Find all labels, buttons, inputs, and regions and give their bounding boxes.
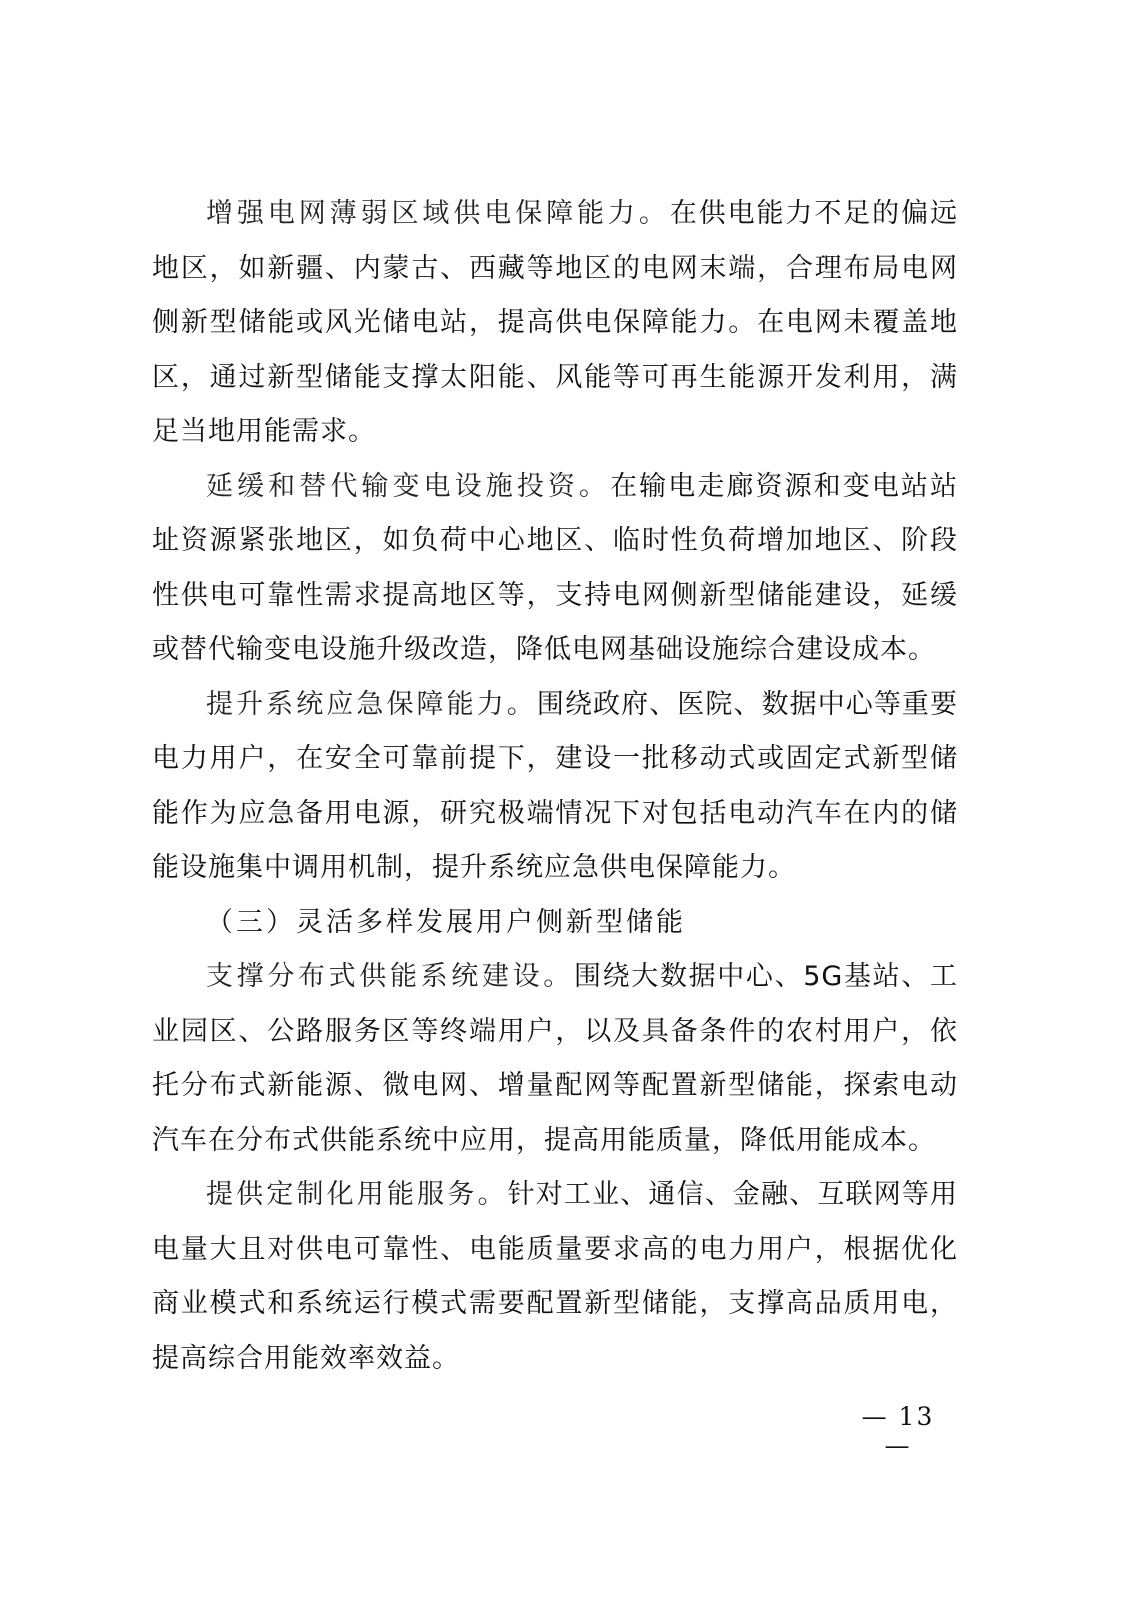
paragraph-lead: 支撑分布式供能系统建设。 [206,961,574,992]
paragraph-distributed-energy [152,950,958,1168]
document-page [152,187,958,1386]
paragraph-body: 在输电走廊资源和变电站站址资源紧张地区，如负荷中心地区、临时性负荷增加地区、阶段性供电可靠性需求提高地区等，支持电网侧新型储能建设，延缓或替代输变电设施升级改造，降低电网基础设施综合建设成本。 [152,470,959,665]
paragraph-lead: 提供定制化用能服务。 [206,1179,508,1210]
paragraph-lead: 延缓和替代输变电设施投资。 [206,470,611,502]
paragraph-body: 围绕大数据中心、5G基站、工业园区、公路服务区等终端用户，以及具备条件的农村用户，依托分布式新能源、微电网、增量配网等配置新型储能，探索电动汽车在分布式供能系统中应用，提高用能质量，降低用能成本。 [152,961,958,1156]
page-number: — 13 — [861,1402,935,1460]
paragraph-body: 在供电能力不足的偏远地区，如新疆、内蒙古、西藏等地区的电网末端，合理布局电网侧新型储能或风光储电站，提高供电保障能力。在电网未覆盖地区，通过新型储能支撑太阳能、风能等可再生能源开发利用，满足当地用能需求。 [152,198,958,447]
paragraph-grid-weak-areas [152,187,958,460]
paragraph-lead: 增强电网薄弱区域供电保障能力。 [206,198,670,229]
paragraph-body: 围绕政府、医院、数据中心等重要电力用户，在安全可靠前提下，建设一批移动式或固定式新型储能作为应急备用电源，研究极端情况下对包括电动汽车在内的储能设施集中调用机制，提升系统应急供电保障能力。 [152,688,959,883]
paragraph-emergency-capability [152,678,958,896]
paragraph-defer-investment [152,460,958,678]
paragraph-lead: 提升系统应急保障能力。 [206,688,537,720]
paragraph-customized-service [152,1168,958,1386]
paragraph-body: 针对工业、通信、金融、互联网等用电量大且对供电可靠性、电能质量要求高的电力用户，根据优化商业模式和系统运行模式需要配置新型储能，支撑高品质用电，提高综合用能效率效益。 [152,1179,959,1374]
section-heading: （三）灵活多样发展用户侧新型储能 [206,906,686,938]
